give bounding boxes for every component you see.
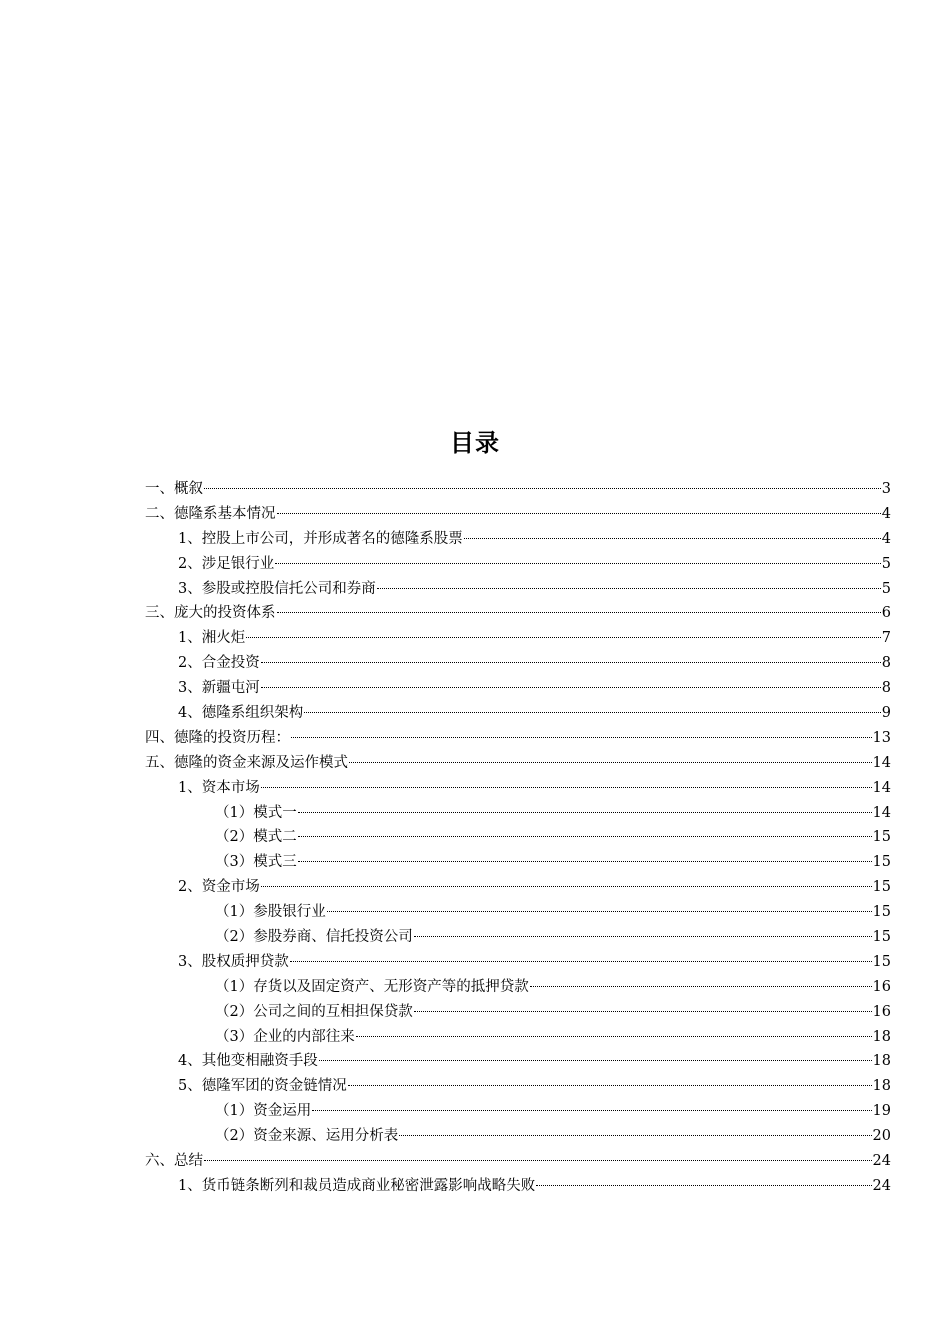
toc-entry-page-number: 18 — [872, 1053, 891, 1070]
toc-entry-label: 4、德隆系组织架构 — [178, 705, 304, 722]
toc-dot-leader — [414, 936, 872, 937]
toc-entry-label: 4、其他变相融资手段 — [178, 1053, 318, 1070]
toc-entry-label: （1）模式一 — [215, 804, 297, 821]
toc-entry-page-number: 14 — [872, 779, 891, 796]
toc-entry-label: 二、德隆系基本情况 — [145, 505, 276, 522]
toc-entry[interactable] — [145, 1025, 891, 1050]
toc-entry-page-number: 15 — [872, 953, 891, 970]
toc-entry-label: 2、合金投资 — [178, 655, 260, 672]
toc-dot-leader — [290, 961, 872, 962]
toc-entry-page-number: 3 — [881, 481, 891, 497]
toc-entry[interactable] — [145, 601, 891, 626]
toc-entry-label: 四、德隆的投资历程： — [145, 729, 290, 746]
toc-dot-leader — [414, 1011, 872, 1012]
toc-entry-page-number: 15 — [872, 829, 891, 846]
toc-entry-label: （2）参股券商、信托投资公司 — [215, 929, 413, 946]
toc-entry-label: 一、概叙 — [145, 481, 203, 497]
toc-dot-leader — [261, 787, 872, 788]
toc-entry[interactable] — [145, 552, 891, 577]
toc-entry[interactable] — [145, 850, 891, 875]
toc-entry[interactable] — [145, 527, 891, 552]
toc-dot-leader — [319, 1060, 872, 1061]
toc-entry-label: （1）资金运用 — [215, 1103, 312, 1120]
toc-dot-leader — [399, 1135, 871, 1136]
toc-entry[interactable] — [145, 825, 891, 850]
toc-title: 目录 — [450, 429, 500, 457]
toc-entry-label: （2）资金来源、运用分析表 — [215, 1128, 399, 1145]
toc-dot-leader — [348, 1085, 872, 1086]
toc-entry-page-number: 5 — [881, 580, 891, 597]
toc-entry-page-number: 20 — [872, 1128, 891, 1145]
toc-dot-leader — [464, 538, 881, 539]
toc-entry-label: （3）模式三 — [215, 854, 297, 871]
toc-entry-label: 2、涉足银行业 — [178, 555, 275, 572]
toc-entry[interactable] — [145, 1074, 891, 1099]
toc-entry-page-number: 7 — [881, 630, 891, 647]
toc-entry[interactable] — [145, 1149, 891, 1174]
toc-entry-page-number: 15 — [872, 929, 891, 946]
toc-entry[interactable] — [145, 477, 891, 502]
toc-entry-page-number: 19 — [872, 1103, 891, 1120]
toc-dot-leader — [291, 737, 872, 738]
toc-entry-label: 1、控股上市公司，并形成著名的德隆系股票 — [178, 530, 463, 547]
toc-entry[interactable] — [145, 502, 891, 527]
toc-entry[interactable] — [145, 975, 891, 1000]
toc-entry[interactable] — [145, 776, 891, 801]
toc-entry-label: 3、新疆屯河 — [178, 680, 260, 697]
toc-dot-leader — [204, 1160, 872, 1161]
toc-entry-page-number: 16 — [872, 1003, 891, 1020]
toc-entry[interactable] — [145, 900, 891, 925]
toc-entry-page-number: 24 — [872, 1177, 891, 1194]
toc-entry-page-number: 13 — [872, 729, 891, 746]
toc-dot-leader — [304, 712, 881, 713]
toc-dot-leader — [356, 1036, 872, 1037]
toc-dot-leader — [261, 886, 872, 887]
toc-entry[interactable] — [145, 1049, 891, 1074]
toc-dot-leader — [327, 911, 872, 912]
toc-entry-label: 5、德隆军团的资金链情况 — [178, 1078, 347, 1095]
toc-dot-leader — [246, 637, 881, 638]
toc-entry-page-number: 24 — [872, 1153, 891, 1170]
toc-dot-leader — [261, 662, 881, 663]
toc-entry-page-number: 8 — [881, 655, 891, 672]
toc-entry-label: 2、资金市场 — [178, 879, 260, 896]
toc-entry[interactable] — [145, 751, 891, 776]
toc-entry-page-number: 15 — [872, 879, 891, 896]
toc-entry[interactable] — [145, 676, 891, 701]
toc-entry-page-number: 9 — [881, 705, 891, 722]
toc-dot-leader — [298, 861, 872, 862]
toc-entry[interactable] — [145, 950, 891, 975]
toc-entry[interactable] — [145, 577, 891, 602]
toc-dot-leader — [277, 513, 881, 514]
toc-entry-label: （1）存货以及固定资产、无形资产等的抵押贷款 — [215, 978, 529, 995]
toc-dot-leader — [275, 563, 881, 564]
toc-list — [145, 477, 891, 1199]
toc-dot-leader — [261, 687, 881, 688]
toc-entry[interactable] — [145, 1099, 891, 1124]
toc-entry-page-number: 5 — [881, 555, 891, 572]
toc-entry-page-number: 6 — [881, 605, 891, 622]
toc-entry[interactable] — [145, 1000, 891, 1025]
toc-entry-page-number: 15 — [872, 904, 891, 921]
toc-dot-leader — [312, 1110, 871, 1111]
toc-entry[interactable] — [145, 701, 891, 726]
toc-entry-label: 五、德隆的资金来源及运作模式 — [145, 754, 348, 771]
toc-entry-page-number: 14 — [872, 804, 891, 821]
toc-entry-label: （2）模式二 — [215, 829, 297, 846]
toc-entry-page-number: 18 — [872, 1028, 891, 1045]
toc-entry-page-number: 4 — [881, 505, 891, 522]
toc-entry[interactable] — [145, 1174, 891, 1199]
toc-entry[interactable] — [145, 651, 891, 676]
toc-dot-leader — [298, 812, 872, 813]
toc-dot-leader — [298, 836, 872, 837]
toc-entry-label: 1、湘火炬 — [178, 630, 246, 647]
toc-dot-leader — [536, 1185, 871, 1186]
toc-dot-leader — [277, 612, 881, 613]
toc-entry-label: 3、股权质押贷款 — [178, 953, 289, 970]
toc-dot-leader — [530, 986, 872, 987]
toc-entry[interactable] — [145, 875, 891, 900]
toc-entry-page-number: 16 — [872, 978, 891, 995]
toc-entry[interactable] — [145, 801, 891, 826]
toc-entry-label: 六、总结 — [145, 1153, 203, 1170]
toc-entry[interactable] — [145, 726, 891, 751]
toc-entry[interactable] — [145, 626, 891, 651]
toc-entry-page-number: 15 — [872, 854, 891, 871]
toc-entry[interactable] — [145, 1124, 891, 1149]
toc-entry-label: 1、货币链条断列和裁员造成商业秘密泄露影响战略失败 — [178, 1177, 536, 1194]
toc-entry-label: 1、资本市场 — [178, 779, 260, 796]
toc-dot-leader — [204, 488, 881, 489]
toc-dot-leader — [349, 762, 872, 763]
toc-entry-page-number: 8 — [881, 680, 891, 697]
toc-entry-label: （3）企业的内部往来 — [215, 1028, 355, 1045]
toc-entry-page-number: 14 — [872, 754, 891, 771]
toc-entry-label: 3、参股或控股信托公司和券商 — [178, 580, 376, 597]
toc-entry-page-number: 4 — [881, 530, 891, 547]
toc-entry-label: 三、庞大的投资体系 — [145, 605, 276, 622]
toc-dot-leader — [377, 588, 881, 589]
toc-entry[interactable] — [145, 925, 891, 950]
toc-entry-page-number: 18 — [872, 1078, 891, 1095]
toc-entry-label: （1）参股银行业 — [215, 904, 326, 921]
toc-entry-label: （2）公司之间的互相担保贷款 — [215, 1003, 413, 1020]
